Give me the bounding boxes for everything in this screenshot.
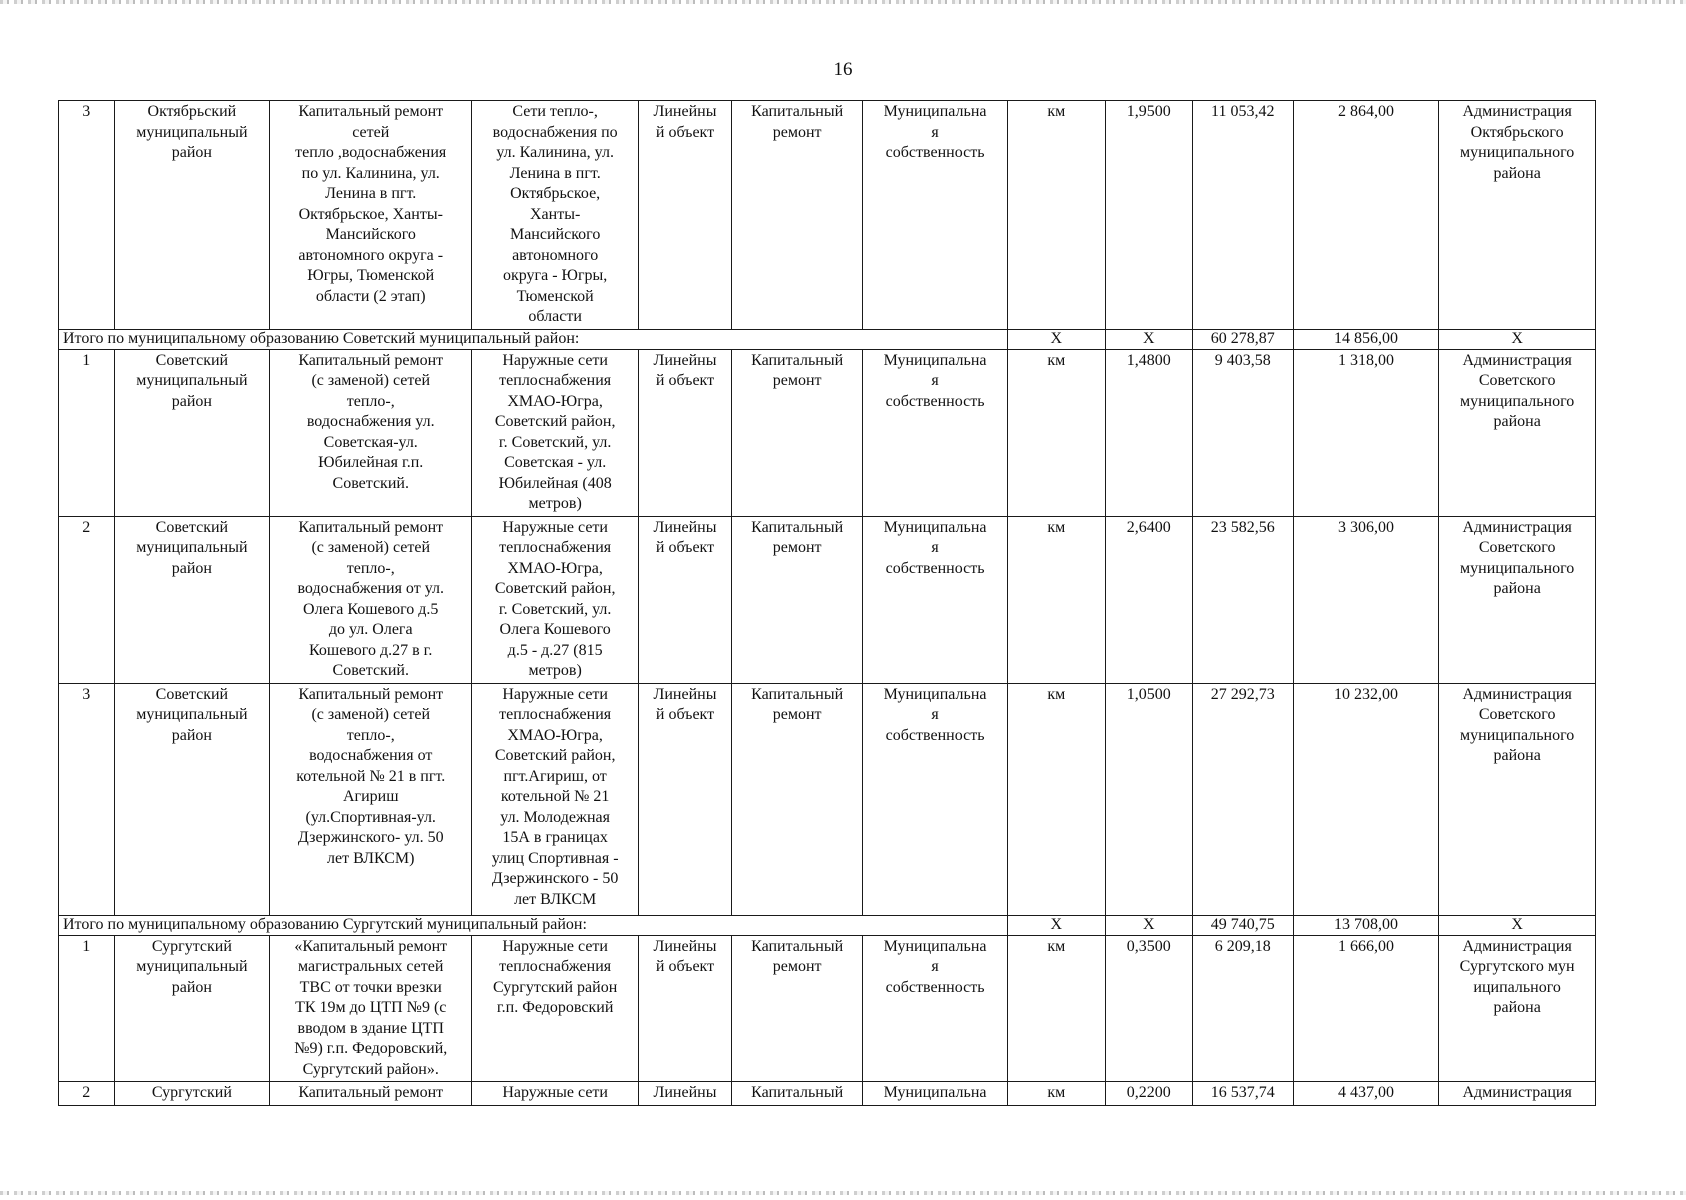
length: 0,2200 [1105,1082,1192,1106]
ownership: Муниципальна я собственность [863,935,1008,1082]
financing: 1 666,00 [1293,935,1439,1082]
work-name: Капитальный ремонт [270,1082,472,1106]
total-label: Итого по муниципальному образованию Советский муниципальный район: [59,329,1008,349]
total-row [59,915,1596,935]
object-type: Линейны й объект [639,935,732,1082]
work-name: Капитальный ремонт (с заменой) сетей тепло-, водоснабжения от ул. Олега Кошевого д.5 до ул. Олега Кошевого д.27 в г. Советский. [270,516,472,683]
scan-edge-top [0,0,1686,4]
work-name: Капитальный ремонт (с заменой) сетей тепло-, водоснабжения от котельной № 21 в пгт. Агириш (ул.Спортивная-ул. Дзержинского- ул. 50 лет ВЛКСМ) [270,683,472,915]
table-row [59,935,1596,1082]
work-name: «Капитальный ремонт магистральных сетей ТВС от точки врезки ТК 19м до ЦТП №9 (с вводом в здание ЦТП №9) г.п. Федоровский, Сургутский район». [270,935,472,1082]
total-cost: 60 278,87 [1192,329,1293,349]
length: 1,0500 [1105,683,1192,915]
customer: Администрация [1439,1082,1596,1106]
object-name: Наружные сети теплоснабжения ХМАО-Югра, Советский район, пгт.Агириш, от котельной № 21 ул. Молодежная 15А в границах улиц Спортивная - Дзержинского - 50 лет ВЛКСМ [472,683,639,915]
length: 1,4800 [1105,349,1192,516]
row-number: 2 [59,516,115,683]
work-type: Капитальный ремонт [731,349,862,516]
financing: 2 864,00 [1293,101,1439,330]
municipality: Сургутский муниципальный район [114,935,270,1082]
ownership: Муниципальна я собственность [863,349,1008,516]
unit: км [1007,516,1105,683]
object-name: Наружные сети [472,1082,639,1106]
table-row [59,101,1596,330]
total-cost: 23 582,56 [1192,516,1293,683]
municipality: Советский муниципальный район [114,349,270,516]
ownership: Муниципальна я собственность [863,101,1008,330]
total-cost: 6 209,18 [1192,935,1293,1082]
object-name: Сети тепло-, водоснабжения по ул. Калинина, ул. Ленина в пгт. Октябрьское, Ханты- Мансийского автономного округа - Югры, Тюменской области [472,101,639,330]
total-cost: 49 740,75 [1192,915,1293,935]
object-type: Линейны й объект [639,101,732,330]
total-customer: X [1439,915,1596,935]
total-length: X [1105,329,1192,349]
total-financing: 14 856,00 [1293,329,1439,349]
unit: км [1007,1082,1105,1106]
customer: Администрация Советского муниципального района [1439,349,1596,516]
row-number: 3 [59,683,115,915]
object-name: Наружные сети теплоснабжения ХМАО-Югра, Советский район, г. Советский, ул. Олега Кошевого д.5 - д.27 (815 метров) [472,516,639,683]
work-name: Капитальный ремонт (с заменой) сетей тепло-, водоснабжения ул. Советская-ул. Юбилейная г.п. Советский. [270,349,472,516]
municipality: Октябрьский муниципальный район [114,101,270,330]
work-type: Капитальный ремонт [731,516,862,683]
financing: 1 318,00 [1293,349,1439,516]
total-row [59,329,1596,349]
unit: км [1007,101,1105,330]
work-type: Капитальный [731,1082,862,1106]
total-customer: X [1439,329,1596,349]
total-financing: 13 708,00 [1293,915,1439,935]
total-unit: X [1007,329,1105,349]
total-unit: X [1007,915,1105,935]
object-type: Линейны й объект [639,516,732,683]
object-type: Линейны [639,1082,732,1106]
financing: 10 232,00 [1293,683,1439,915]
length: 2,6400 [1105,516,1192,683]
row-number: 1 [59,935,115,1082]
total-length: X [1105,915,1192,935]
municipality: Советский муниципальный район [114,683,270,915]
financing: 4 437,00 [1293,1082,1439,1106]
length: 1,9500 [1105,101,1192,330]
unit: км [1007,683,1105,915]
customer: Администрация Советского муниципального района [1439,683,1596,915]
table-row [59,349,1596,516]
scan-edge-bottom [0,1191,1686,1195]
row-number: 1 [59,349,115,516]
municipality: Сургутский [114,1082,270,1106]
work-name: Капитальный ремонт сетей тепло ,водоснабжения по ул. Калинина, ул. Ленина в пгт. Октябрьское, Ханты- Мансийского автономного округа - Югры, Тюменской области (2 этап) [270,101,472,330]
object-name: Наружные сети теплоснабжения ХМАО-Югра, Советский район, г. Советский, ул. Советская - ул. Юбилейная (408 метров) [472,349,639,516]
ownership: Муниципальна [863,1082,1008,1106]
table-row [59,1082,1596,1106]
customer: Администрация Советского муниципального района [1439,516,1596,683]
page-number: 16 [833,59,853,80]
work-type: Капитальный ремонт [731,683,862,915]
customer: Администрация Сургутского мун иципального района [1439,935,1596,1082]
total-cost: 16 537,74 [1192,1082,1293,1106]
total-cost: 27 292,73 [1192,683,1293,915]
work-type: Капитальный ремонт [731,935,862,1082]
length: 0,3500 [1105,935,1192,1082]
total-label: Итого по муниципальному образованию Сургутский муниципальный район: [59,915,1008,935]
unit: км [1007,349,1105,516]
customer: Администрация Октябрьского муниципального района [1439,101,1596,330]
row-number: 2 [59,1082,115,1106]
table-row [59,683,1596,915]
total-cost: 9 403,58 [1192,349,1293,516]
document-table [58,100,1596,1106]
ownership: Муниципальна я собственность [863,683,1008,915]
total-cost: 11 053,42 [1192,101,1293,330]
financing: 3 306,00 [1293,516,1439,683]
municipality: Советский муниципальный район [114,516,270,683]
ownership: Муниципальна я собственность [863,516,1008,683]
object-type: Линейны й объект [639,349,732,516]
object-name: Наружные сети теплоснабжения Сургутский район г.п. Федоровский [472,935,639,1082]
unit: км [1007,935,1105,1082]
object-type: Линейны й объект [639,683,732,915]
work-type: Капитальный ремонт [731,101,862,330]
row-number: 3 [59,101,115,330]
table-row [59,516,1596,683]
